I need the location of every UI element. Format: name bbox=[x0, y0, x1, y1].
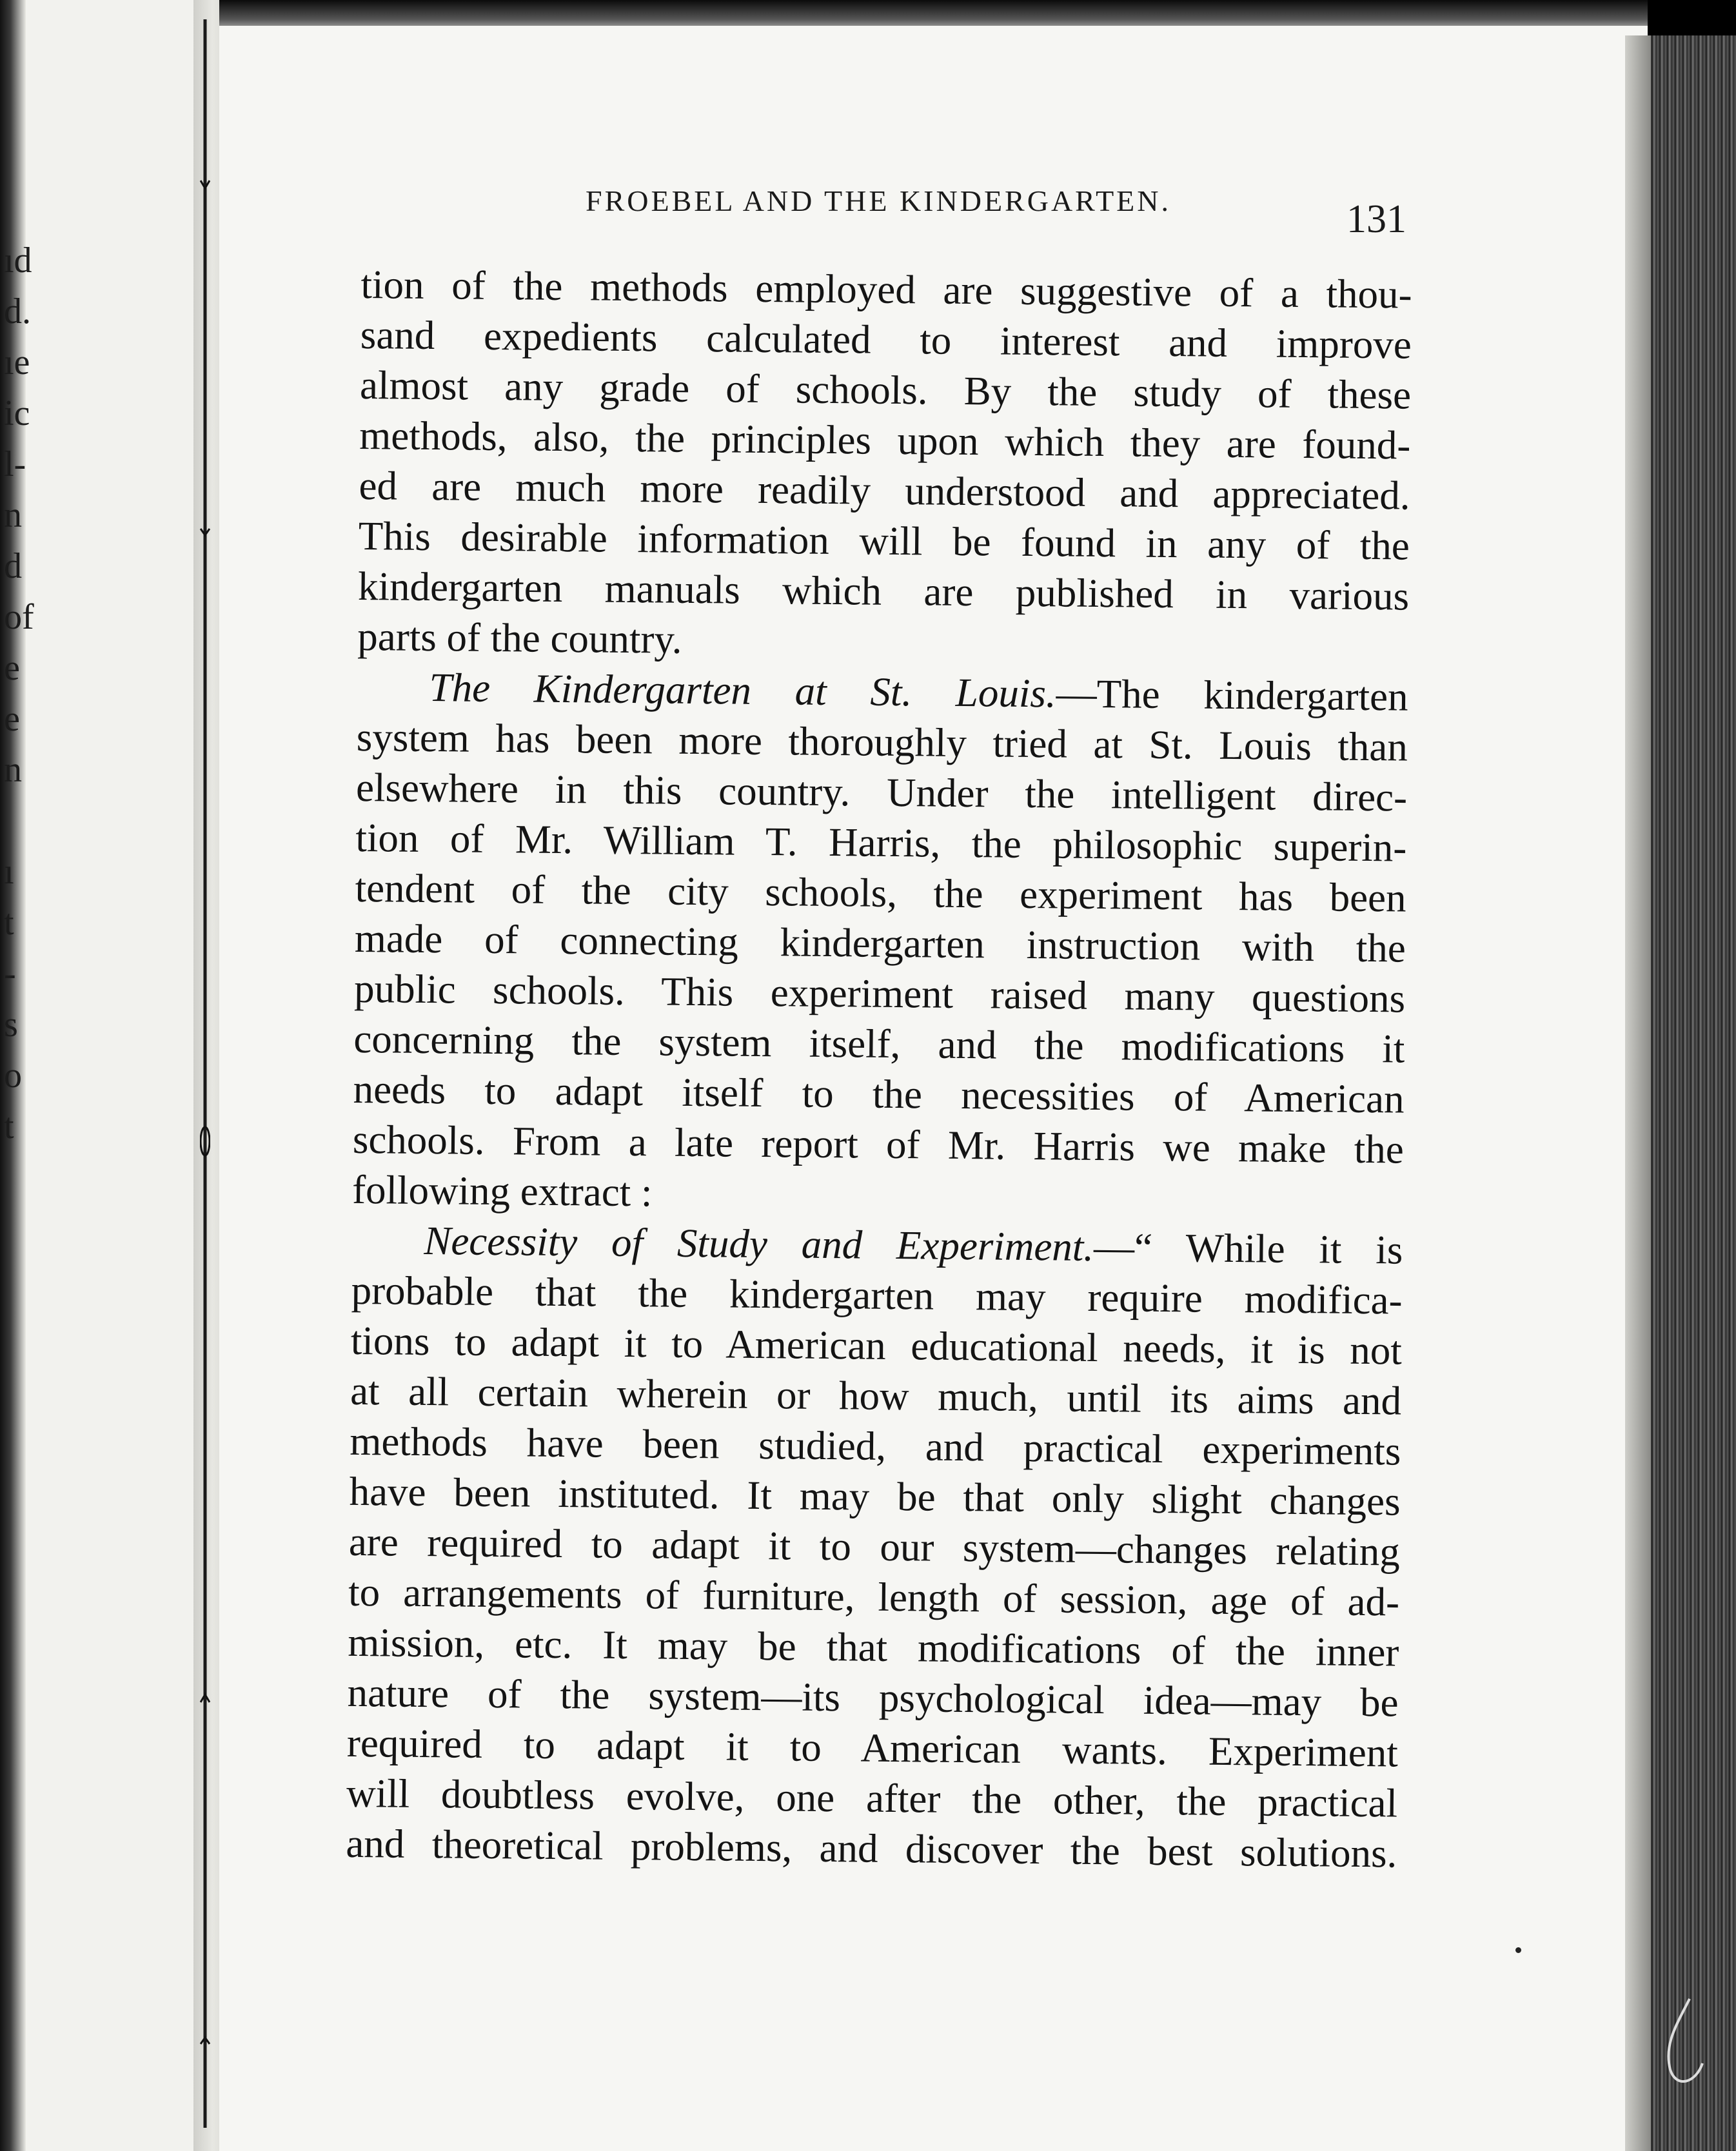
left-page-fragment: n bbox=[4, 495, 22, 535]
line-text: and theoretical problems, and discover the best solutions. bbox=[346, 1820, 1397, 1876]
line-text: at all certain wherein or how much, until its aims and bbox=[350, 1368, 1402, 1424]
page-body bbox=[346, 259, 1412, 1879]
line-text: to arrangements of furniture, length of session, age of ad- bbox=[348, 1569, 1400, 1625]
line-text: schools. From a late report of Mr. Harris we make the bbox=[352, 1116, 1405, 1172]
line-text: kindergarten manuals which are published in various bbox=[357, 563, 1410, 619]
line-text: parts of the country. bbox=[357, 613, 682, 662]
page-number: 131 bbox=[1346, 197, 1406, 241]
line-text: system has been more thoroughly tried at St. Louis than bbox=[356, 714, 1408, 770]
line-text: required to adapt it to American wants. Experiment bbox=[346, 1720, 1399, 1776]
line-text: needs to adapt itself to the necessities of American bbox=[353, 1066, 1405, 1122]
line-text: tions to adapt it to American educational needs, it is not bbox=[350, 1317, 1403, 1373]
ink-speck bbox=[1515, 1947, 1521, 1953]
line-text: will doubtless evolve, one after the other, the practical bbox=[346, 1770, 1398, 1826]
left-page-fragment: ic bbox=[4, 393, 30, 433]
left-page-fragment: - bbox=[4, 954, 16, 994]
line-text: tendent of the city schools, the experiment has been bbox=[355, 865, 1406, 921]
line-text: methods, also, the principles upon which they are found- bbox=[359, 412, 1411, 468]
line-text: have been instituted. It may be that only slight changes bbox=[349, 1468, 1401, 1524]
line-text: tion of the methods employed are suggestive of a thou- bbox=[360, 261, 1412, 317]
binding-thread-icon bbox=[200, 19, 210, 2128]
left-facing-page bbox=[0, 0, 216, 2151]
line-text: methods have been studied, and practical experiments bbox=[350, 1418, 1401, 1474]
line-text: probable that the kindergarten may require modifica- bbox=[351, 1267, 1403, 1323]
left-page-fragment: of bbox=[4, 597, 34, 637]
left-page-fragment: l- bbox=[4, 444, 26, 484]
line-text: This desirable information will be found in any of the bbox=[358, 513, 1410, 569]
line-text: almost any grade of schools. By the study of these bbox=[359, 362, 1412, 418]
page-corner-mark-icon bbox=[1651, 1986, 1715, 2115]
line-text: nature of the system—its psychological idea—may be bbox=[347, 1669, 1399, 1725]
line-text: public schools. This experiment raised many questions bbox=[353, 965, 1406, 1021]
left-page-fragment: e bbox=[4, 699, 20, 739]
left-page-fragment bbox=[4, 796, 55, 847]
line-text: are required to adapt it to our system—changes relating bbox=[348, 1518, 1401, 1575]
line-text: —The kindergarten bbox=[1056, 671, 1408, 720]
section-heading: The Kindergarten at St. Louis. bbox=[429, 665, 1057, 716]
text-line bbox=[346, 1818, 1397, 1879]
left-page-fragment: t bbox=[4, 903, 14, 943]
left-page-fragment: o bbox=[4, 1056, 22, 1095]
line-text: sand expedients calculated to interest and improve bbox=[360, 311, 1412, 368]
running-head: FROEBEL AND THE KINDERGARTEN. bbox=[586, 184, 1171, 217]
section-heading: Necessity of Study and Experiment. bbox=[424, 1218, 1094, 1270]
line-text: mission, etc. It may be that modifications of the inner bbox=[348, 1619, 1399, 1675]
line-text: ed are much more readily understood and appreciated. bbox=[359, 462, 1410, 518]
line-text: —“ While it is bbox=[1093, 1224, 1403, 1273]
line-text: made of connecting kindergarten instruction with the bbox=[354, 915, 1406, 971]
line-text: following extract : bbox=[351, 1166, 653, 1215]
left-page-fragment: s bbox=[4, 1005, 18, 1045]
line-text: elsewhere in this country. Under the intelligent direc- bbox=[355, 764, 1408, 820]
line-text: tion of Mr. William T. Harris, the philosophic superin- bbox=[355, 814, 1407, 870]
left-page-fragment: d bbox=[4, 546, 22, 586]
left-page-fragment: t bbox=[4, 1106, 14, 1146]
line-text: concerning the system itself, and the modifications it bbox=[353, 1016, 1405, 1072]
left-page-fragment: ıe bbox=[4, 342, 30, 382]
left-page-fragment: e bbox=[4, 648, 20, 688]
left-page-fragment: ıd bbox=[4, 241, 32, 280]
left-page-fragment: d. bbox=[4, 291, 31, 331]
left-page-fragment: ı bbox=[4, 852, 14, 892]
left-page-text-fragments bbox=[4, 235, 55, 1152]
left-page-fragment: n bbox=[4, 750, 22, 790]
book-edge-shading bbox=[1625, 35, 1651, 2151]
